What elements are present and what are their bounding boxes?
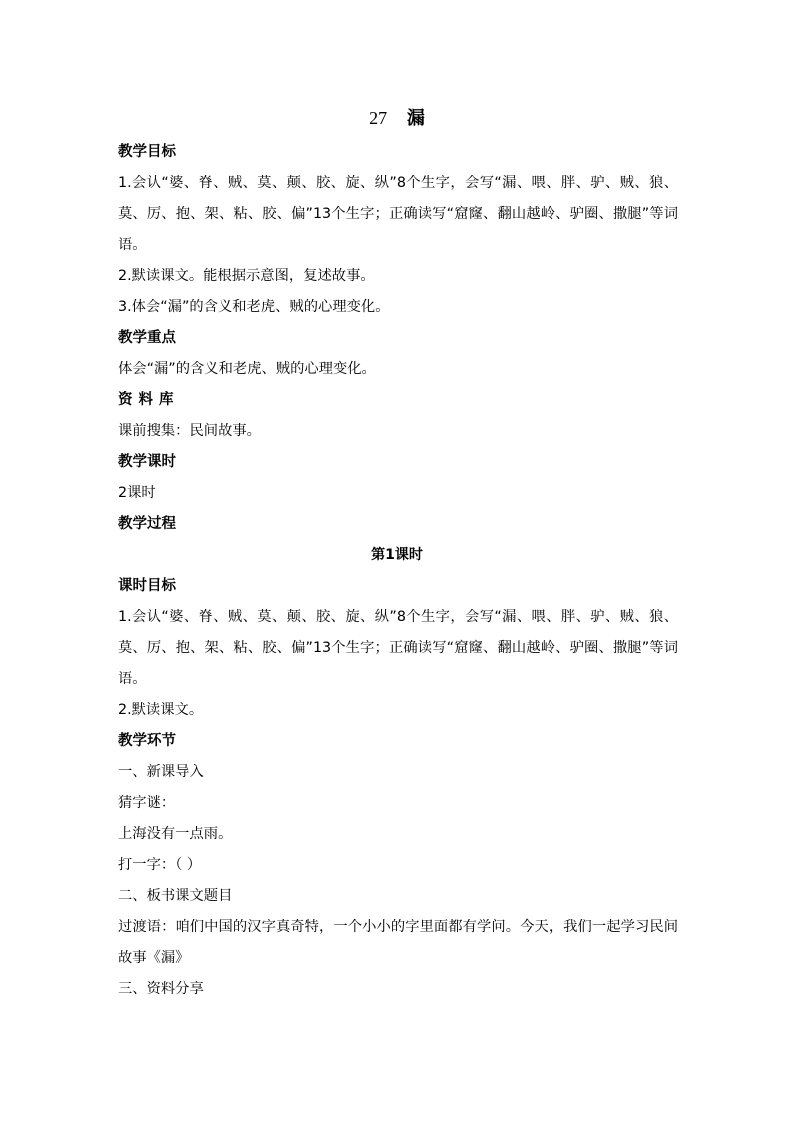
step-board-title: 二、板书课文题目	[118, 888, 233, 904]
riddle-text: 上海没有一点雨。	[118, 826, 233, 842]
step-resource-sharing: 三、资料分享	[118, 981, 204, 997]
lesson-name: 漏	[406, 108, 425, 129]
heading-key-points: 教学重点	[118, 330, 176, 346]
resources-text: 课前搜集：民间故事。	[118, 423, 261, 439]
lesson-title	[118, 104, 676, 133]
heading-class-hours: 教学课时	[118, 454, 176, 470]
goal-item-1: 1.会认“婆、脊、贼、莫、颠、胶、旋、纵”8个生字，会写“漏、喂、胖、驴、贼、狼、莫、厉、抱、架、粘、胶、偏”13个生字；正确读写“窟窿、翻山越岭、驴圈、撒腿”等词语。	[118, 175, 678, 253]
lesson-goal-item-2: 2.默读课文。	[118, 702, 204, 718]
riddle-label: 猜字谜：	[118, 795, 176, 811]
class-hours-text: 2课时	[118, 485, 156, 501]
key-point-text: 体会“漏”的含义和老虎、贼的心理变化。	[118, 361, 376, 377]
heading-teaching-process: 教学过程	[118, 516, 176, 532]
lesson-number: 27	[369, 108, 388, 128]
step-intro: 一、新课导入	[118, 764, 204, 780]
riddle-answer-line: 打一字：（ ）	[118, 857, 202, 873]
heading-resources: 资料库	[118, 392, 180, 408]
lesson-goal-item-1: 1.会认“婆、脊、贼、莫、颠、胶、旋、纵”8个生字，会写“漏、喂、胖、驴、贼、狼、莫、厉、抱、架、粘、胶、偏”13个生字；正确读写“窟窿、翻山越岭、驴圈、撒腿”等词语。	[118, 609, 678, 687]
heading-lesson-goals: 课时目标	[118, 578, 176, 594]
heading-teaching-steps: 教学环节	[118, 733, 176, 749]
goal-item-2: 2.默读课文。能根据示意图，复述故事。	[118, 268, 375, 284]
transition-text: 过渡语：咱们中国的汉字真奇特，一个小小的字里面都有学问。今天，我们一起学习民间故事《漏》	[118, 919, 678, 966]
goal-item-3: 3.体会“漏”的含义和老虎、贼的心理变化。	[118, 299, 390, 315]
heading-teaching-goals: 教学目标	[118, 144, 176, 160]
first-lesson-title: 第1课时	[371, 547, 423, 563]
